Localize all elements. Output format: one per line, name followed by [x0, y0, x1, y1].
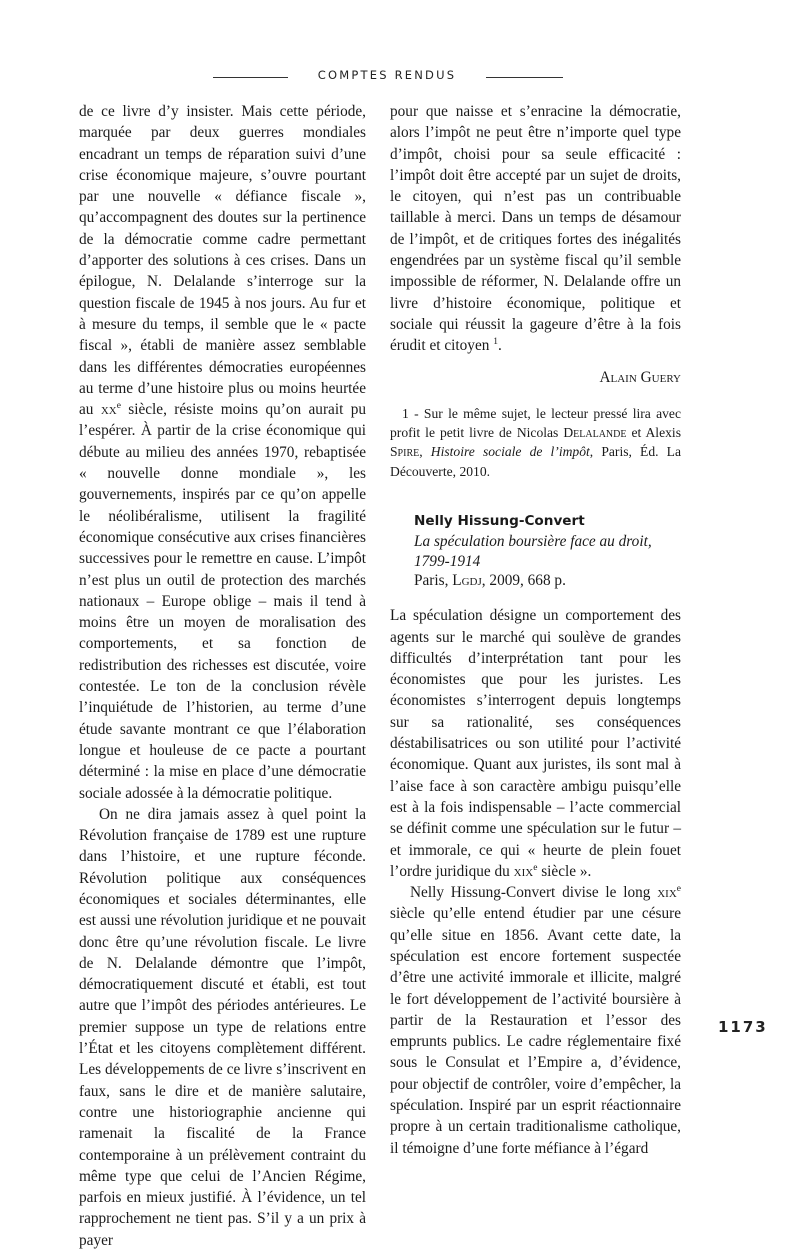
paragraph: pour que naisse et s’enracine la démocratie, alors l’impôt ne peut être n’importe quel type d’impôt, choisi pour sa seule efficacité : l’impôt doit être accepté par un sujet de droits, le citoyen, qui n’est pas un contribuable taillable à merci. Dans un temps de désamour de l’impôt, et de critiques fortes des inégalités engendrées par un système fiscal qu’il semble impossible de réformer, N. Delalande offre un livre d’histoire économique, politique et sociale qui réussit la gageure d’être à la fois érudit et citoyen $^1$. — [390, 103, 681, 355]
header-rule-right — [486, 77, 563, 78]
section-title: COMPTES RENDUS — [317, 68, 457, 82]
book-reference — [414, 512, 681, 591]
book-title: La spéculation boursière face au droit, 1799-1914 — [414, 532, 652, 570]
paragraph: de ce livre d’y insister. Mais cette période, marquée par deux guerres mondiales encadrant un temps de réparation suivi d’une crise économique majeure, s’ouvre pourtant par une nouvelle « défiance fiscale », qu’accompagnent des doutes sur la pertinence de la démocratie comme cadre permettant d’apporter des solutions à ces crises. Dans un épilogue, N. Delalande s’interroge sur la question fiscale de 1945 à nos jours. Au fur et à mesure du temps, il semble que le « pacte fiscal », établi de manière assez semblable dans les différentes démocraties européennes au terme d’une histoire plus ou moins heurtée au $xx^e$ siècle, résiste moins qu’on aurait pu l’espérer. À partir de la crise économique qui débute au milieu des années 1970, rebaptisée « nouvelle donne mondiale », les gouvernements, inspirés par ce qu’on appelle le néolibéralisme, utilisent la fragilité économique consécutive aux crises financières successives pour le remettre en cause. L’impôt n’est plus un outil de protection des marchés nationaux – Europe oblige – mais il tend à moins être un moyen de moralisation des comportements, et sa fonction de redistribution des richesses est discutée, voire contestée. Le ton de la conclusion révèle l’inquiétude de l’historien, au terme d’une étude savante montrant ce que l’élaboration longue et houleuse de ce pacte a pourtant déterminé : la mise en place d’une démocratie sociale adossée à la démocratie politique. — [79, 103, 366, 802]
footnote-reference: 1 — [493, 337, 498, 348]
right-column — [390, 101, 681, 1159]
review-signature: Alain Guery — [599, 368, 681, 386]
running-header — [0, 64, 800, 94]
left-column — [79, 101, 366, 1251]
footnote: 1 - Sur le même sujet, le lecteur pressé lira avec profit le petit livre de Nicolas Delalande et Alexis Spire, Histoire sociale de l’impôt, Paris, Éd. La Découverte, 2010. — [390, 405, 681, 479]
book-publication: Paris, Lgdj, 2009, 668 p. — [414, 572, 566, 590]
book-author: Nelly Hissung-Convert — [414, 513, 585, 530]
paragraph: Nelly Hissung-Convert divise le long xix$^e$ siècle qu’elle entend étudier par une césure qu’elle situe en 1856. Avant cette date, la spéculation est encore fortement suspectée d’être une activité immorale et illicite, malgré le fort développement de l’activité boursière à partir de la Restauration et l’essor des emprunts publics. Le cadre réglementaire fixé sous le Consulat et l’Empire a, d’évidence, pour objectif de contrôler, voire d’empêcher, la spéculation. Inspiré par un esprit réactionnaire propre à un certain traditionalisme catholique, il témoigne d’une forte méfiance à l’égard — [390, 884, 681, 1157]
paragraph: On ne dira jamais assez à quel point la Révolution française de 1789 est une rupture dans l’histoire, et une rupture féconde. Révolution politique aux conséquences économiques et sociales déterminantes, elle est aussi une révolution juridique et ne pouvait donc être qu’une révolution fiscale. Le livre de N. Delalande démontre que l’impôt, démocratiquement discuté et établi, est tout autre que l’impôt des périodes antérieures. Le premier suppose un type de relations entre l’État et les citoyens complètement différent. Les développements de ce livre s’inscrivent en faux, sans le dire et de manière salutaire, contre une historiographie ancienne qui ramenait la fiscalité de la France contemporaine à un prélèvement contraint du même type que celui de l’Ancien Régime, parfois en mieux justifié. À l’évidence, un tel rapprochement ne tient pas. S’il y a un prix à payer — [79, 805, 366, 1249]
header-rule-left — [213, 77, 288, 78]
paragraph: La spéculation désigne un comportement des agents sur le marché qui soulève de grandes difficultés d’interprétation tant pour les économistes que pour les juristes. Les économistes s’interrogent depuis longtemps sur sa rationalité, ses conséquences déstabilisatrices ou son utilité pour l’activité économique. Quant aux juristes, ils sont mal à l’aise face à son caractère ambigu puisqu’elle est à la fois indispensable – l’acte commercial se définit comme une spéculation sur le futur – et immorale, ce qui « heurte de plein fouet l’ordre juridique du xix$^e$ siècle ». — [390, 607, 681, 880]
page-number: 1173 — [718, 1018, 768, 1036]
